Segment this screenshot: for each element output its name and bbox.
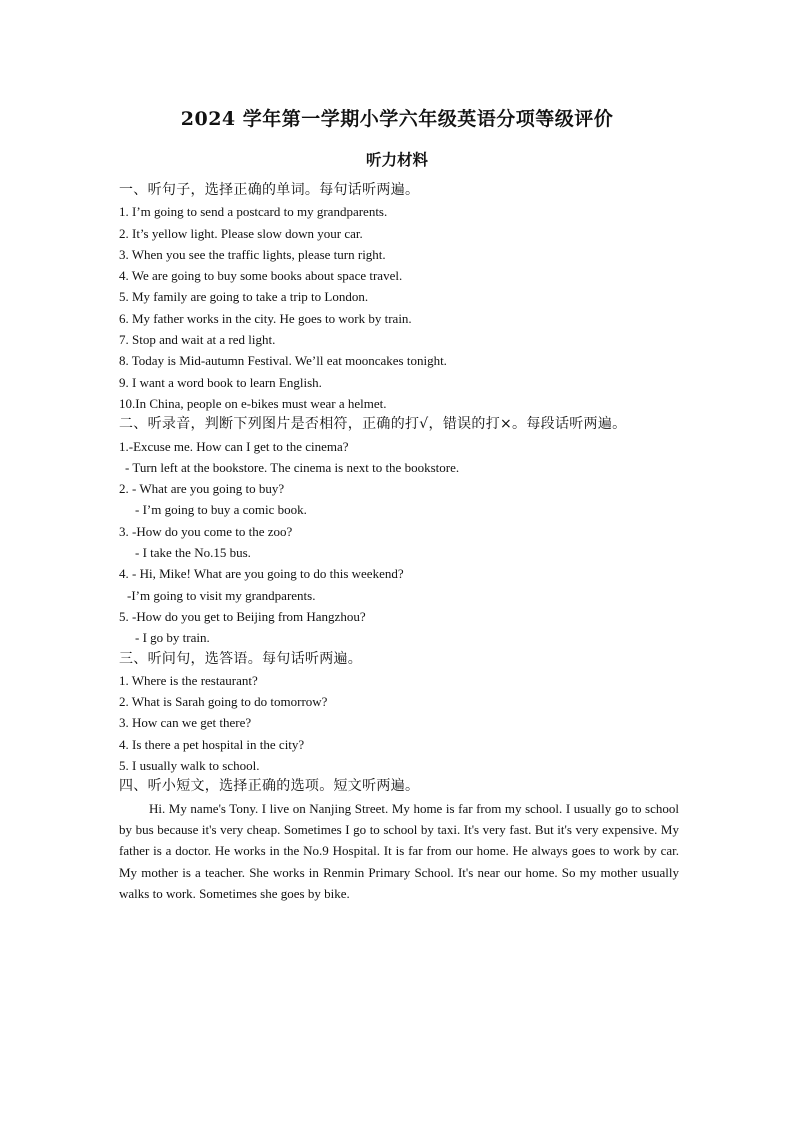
- question-item: 3. How can we get there?: [119, 715, 252, 731]
- sentence-item: 4. We are going to buy some books about space travel.: [119, 268, 403, 284]
- section-4: [119, 776, 679, 904]
- dialogue-line: 4. - Hi, Mike! What are you going to do this weekend?: [119, 566, 404, 582]
- passage-paragraph: Hi. My name's Tony. I live on Nanjing Street. My home is far from my school. I usually go to school by bus because it's very cheap. Sometimes I go to school by taxi. It's very fast. But it's very expensive. My father is a doctor. He works in the No.9 Hospital. It is far from our home. He always goes to work by car. My mother is a teacher. She works in Renmin Primary School. It's near our home. So my mother usually walks to work. Sometimes she goes by bike.: [119, 800, 679, 901]
- question-item: 1. Where is the restaurant?: [119, 672, 258, 688]
- dialogue-line: - I’m going to buy a comic book.: [135, 502, 307, 518]
- section-heading: 一、听句子，选择正确的单词。每句话听两遍。: [119, 182, 420, 198]
- section-heading: 三、听问句，选答语。每句话听两遍。: [119, 650, 363, 667]
- dialogue-line: - I go by train.: [135, 630, 210, 646]
- dialogue-line: 1.-Excuse me. How can I get to the cinema?: [119, 438, 349, 454]
- sentence-item: 10.In China, people on e-bikes must wear a helmet.: [119, 395, 387, 411]
- sentence-item: 7. Stop and wait at a red light.: [119, 332, 276, 348]
- listening-material: [119, 180, 679, 904]
- dialogue-line: - Turn left at the bookstore. The cinema is next to the bookstore.: [125, 459, 460, 475]
- sentence-item: 3. When you see the traffic lights, please turn right.: [119, 246, 386, 262]
- sentence-item: 8. Today is Mid-autumn Festival. We’ll eat mooncakes tonight.: [119, 353, 447, 369]
- section-3: [119, 649, 679, 777]
- dialogue-line: 5. -How do you get to Beijing from Hangzhou?: [119, 608, 366, 624]
- sentence-item: 6. My father works in the city. He goes to work by train.: [119, 310, 412, 326]
- dialogue-line: 3. -How do you come to the zoo?: [119, 523, 293, 539]
- question-item: 2. What is Sarah going to do tomorrow?: [119, 694, 328, 710]
- dialogue-line: - I take the No.15 bus.: [135, 545, 251, 561]
- document-subtitle: 听力材料: [365, 150, 428, 169]
- sentence-item: 1. I’m going to send a postcard to my grandparents.: [119, 204, 388, 220]
- section-heading: 四、听小短文，选择正确的选项。短文听两遍。: [119, 778, 420, 795]
- section-heading: 二、听录音，判断下列图片是否相符，正确的打√，错误的打×。每段话听两遍。: [119, 416, 627, 433]
- sentence-item: 9. I want a word book to learn English.: [119, 374, 322, 390]
- sentence-item: 2. It’s yellow light. Please slow down your car.: [119, 225, 363, 241]
- section-2: [119, 414, 679, 648]
- question-item: 4. Is there a pet hospital in the city?: [119, 736, 305, 752]
- document-title: 2024 学年第一学期小学六年级英语分项等级评价: [180, 108, 614, 130]
- dialogue-line: -I’m going to visit my grandparents.: [127, 587, 316, 603]
- question-item: 5. I usually walk to school.: [119, 758, 260, 774]
- dialogue-line: 2. - What are you going to buy?: [119, 481, 285, 497]
- sentence-item: 5. My family are going to take a trip to London.: [119, 289, 369, 305]
- section-1: [119, 180, 679, 414]
